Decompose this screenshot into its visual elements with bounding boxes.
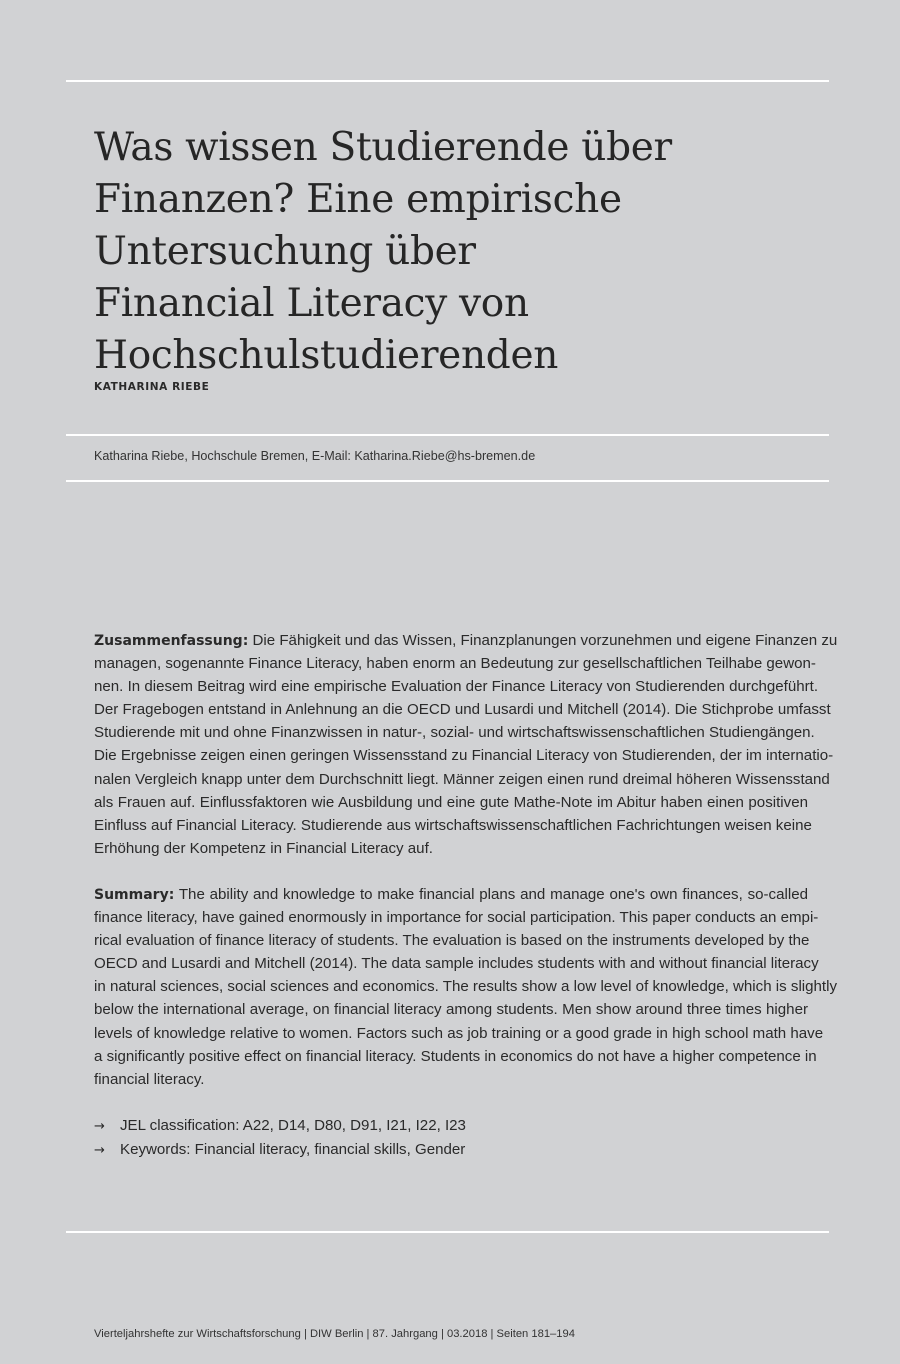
title-line: Finanzen? Eine empirische [94, 177, 622, 222]
abstract-line: in natural sciences, social sciences and economics. The results show a low level of knowledge, which is slightly [94, 978, 838, 996]
bottom-rule [66, 1231, 829, 1233]
abstract-lead-label: Summary: [94, 887, 175, 903]
abstract-german [94, 629, 838, 860]
abstract-english [94, 883, 838, 1091]
abstract-line: managen, sogenannte Finance Literacy, haben enorm an Bedeutung zur gesellschaftlichen Teilhabe gewon- [94, 655, 816, 673]
jel-classification [94, 1114, 466, 1138]
abstract-line: Einfluss auf Financial Literacy. Studierende aus wirtschaftswissenschaftlichen Fachrichtungen weisen keine [94, 816, 812, 834]
abstract-line: a significantly positive effect on financial literacy. Students in economics do not have a higher competence in [94, 1047, 817, 1065]
keywords [94, 1138, 466, 1162]
classification-list [94, 1114, 466, 1162]
abstract-line: Der Fragebogen entstand in Anlehnung an die OECD und Lusardi und Mitchell (2014). Die Stichprobe umfasst [94, 701, 831, 719]
abstract-line: OECD and Lusardi and Mitchell (2014). The data sample includes students with and without financial literacy [94, 955, 819, 973]
abstract-text: Die Fähigkeit und das Wissen, Finanzplanungen vorzunehmen und eigene Finanzen zu [248, 632, 838, 649]
journal-footer: Vierteljahrshefte zur Wirtschaftsforschung | DIW Berlin | 87. Jahrgang | 03.2018 | Seiten 181–194 [94, 1328, 575, 1340]
author-affiliation: Katharina Riebe, Hochschule Bremen, E-Mail: Katharina.Riebe@hs-bremen.de [94, 449, 536, 463]
abstract-line: finance literacy, have gained enormously in importance for social participation. This paper conducts an empi- [94, 909, 819, 927]
abstract-text: The ability and knowledge to make financial plans and manage one's own finances, so-called [174, 886, 808, 903]
abstract-line: Studierende mit und ohne Finanzwissen in natur-, sozial- und wirtschaftswissenschaftlichen Studiengängen. [94, 724, 815, 742]
abstract-line: als Frauen auf. Einflussfaktoren wie Ausbildung und eine gute Mathe-Note im Abitur haben einen positiven [94, 793, 808, 811]
abstract-line: nalen Vergleich knapp unter dem Durchschnitt liegt. Männer zeigen einen rund dreimal höheren Wissensstand [94, 770, 830, 788]
abstract-line: below the international average, on financial literacy among students. Men show around three times higher [94, 1001, 808, 1019]
abstract-line: Die Ergebnisse zeigen einen geringen Wissensstand zu Financial Literacy von Studierenden, der im internatio- [94, 747, 834, 765]
author-name: KATHARINA RIEBE [94, 381, 210, 393]
abstract-line [94, 629, 838, 652]
abstract-line: levels of knowledge relative to women. Factors such as job training or a good grade in high school math have [94, 1024, 824, 1042]
title-line: Financial Literacy von [94, 281, 529, 326]
abstract-line: Erhöhung der Kompetenz in Financial Literacy auf. [94, 839, 433, 857]
abstract-line: rical evaluation of finance literacy of students. The evaluation is based on the instruments developed by the [94, 932, 810, 950]
abstract-line: financial literacy. [94, 1070, 205, 1088]
article-title [94, 122, 814, 382]
abstract-lead-label: Zusammenfassung: [94, 633, 249, 649]
arrow-right-icon: → [94, 1119, 105, 1134]
title-line: Untersuchung über [94, 229, 476, 274]
top-rule [66, 80, 829, 82]
affiliation-rule-bottom [66, 480, 829, 482]
arrow-right-icon: → [94, 1143, 105, 1159]
abstract-line: nen. In diesem Beitrag wird eine empirische Evaluation der Finance Literacy von Studierenden durchgeführt. [94, 678, 819, 696]
abstract-line [94, 883, 808, 906]
title-line: Was wissen Studierende über [94, 125, 672, 170]
affiliation-rule-top [66, 434, 829, 436]
title-line: Hochschulstudierenden [94, 333, 559, 378]
jel-text: JEL classification: A22, D14, D80, D91, I21, I22, I23 [120, 1117, 466, 1134]
keywords-text: Keywords: Financial literacy, financial skills, Gender [120, 1141, 466, 1159]
